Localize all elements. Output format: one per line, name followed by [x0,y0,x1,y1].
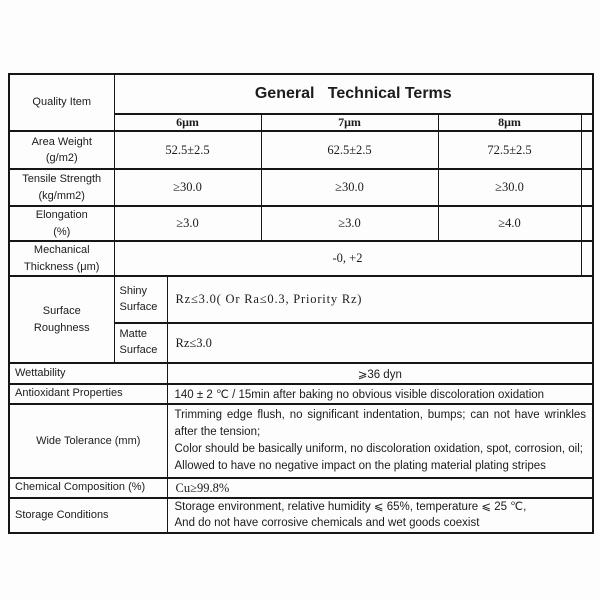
tensile-label-line1: Tensile Strength [22,173,102,185]
mech-label-line2: Thickness (μm) [24,260,100,273]
elongation-label-line2: (%) [53,225,71,238]
cell-area-weight-7um: 62.5±2.5 [261,131,438,169]
cell-tensile-6um: ≥30.0 [114,169,261,206]
cell-antioxidant-value: 140 ± 2 ℃ / 15min after baking no obvious visible discoloration oxidation [167,384,593,404]
storage-line1: Storage environment, relative humidity ⩽ 65%, temperature ⩽ 25 ℃, [174,501,527,513]
wide-tolerance-line1: Trimming edge flush, no significant indentation, bumps; can not have wrinkles after the tension; [174,409,587,438]
cell-elongation-6um: ≥3.0 [114,206,261,241]
tensile-strength-row [9,169,593,206]
cell-col-7um: 7μm [261,114,438,131]
wide-tolerance-row [9,404,593,478]
area-weight-label-line1: Area Weight [31,135,92,148]
cell-tensile-label [9,169,114,206]
mech-label-line1: Mechanical [33,244,90,256]
elongation-row [9,206,593,241]
cell-area-weight-6um: 52.5±2.5 [114,131,261,169]
cell-chemical-value: Cu≥99.8% [167,478,593,498]
cell-table-title: General Technical Terms [114,74,593,114]
cell-mech-value: -0, +2 [114,241,581,276]
area-weight-label-line2: (g/m2) [45,152,78,164]
cell-matte-value: Rz≤3.0 [167,323,593,363]
elongation-label-line1: Elongation [35,209,88,221]
wide-tolerance-line3: Allowed to have no negative impact on the plating material plating stripes [174,460,546,472]
shiny-label-line1: Shiny [119,284,148,297]
antioxidant-row [9,384,593,404]
cell-wettability-value: ⩾36 dyn [167,363,593,384]
header-row [9,74,593,114]
cell-tensile-spare [581,169,593,206]
chemical-composition-row [9,478,593,498]
cell-elongation-label [9,206,114,241]
cell-storage-value [167,498,593,533]
area-weight-row [9,131,593,169]
cell-wettability-label: Wettability [9,363,167,384]
cell-tensile-7um: ≥30.0 [261,169,438,206]
cell-mech-label [9,241,114,276]
cell-col-8um: 8μm [438,114,581,131]
cell-wide-tolerance-label: Wide Tolerance (mm) [9,404,167,478]
mechanical-thickness-row [9,241,593,276]
cell-wide-tolerance-value [167,404,593,478]
cell-tensile-8um: ≥30.0 [438,169,581,206]
matte-label-line1: Matte [119,328,148,341]
cell-storage-label: Storage Conditions [9,498,167,533]
cell-area-weight-label [9,131,114,169]
surface-label-line1: Surface [42,305,81,317]
tensile-label-line2: (kg/mm2) [38,189,85,202]
cell-quality-item: Quality Item [9,74,114,131]
cell-mech-spare [581,241,593,276]
cell-col-6um: 6μm [114,114,261,131]
cell-shiny-value: Rz≤3.0( Or Ra≤0.3, Priority Rz) [167,276,593,323]
surface-shiny-row [9,276,593,323]
wettability-row [9,363,593,384]
matte-label-line2: Surface [119,344,158,356]
cell-elongation-7um: ≥3.0 [261,206,438,241]
shiny-label-line2: Surface [119,300,158,313]
cell-antioxidant-label: Antioxidant Properties [9,384,167,404]
cell-area-weight-spare [581,131,593,169]
wide-tolerance-line2: Color should be basically uniform, no discoloration oxidation, spot, corrosion, oil; [174,443,583,455]
cell-col-spare [581,114,593,131]
storage-conditions-row [9,498,593,533]
spec-table [8,73,594,534]
cell-elongation-spare [581,206,593,241]
surface-label-line2: Roughness [33,321,90,334]
cell-surface-roughness-label [9,276,114,363]
cell-matte-surface-label [114,323,167,363]
cell-elongation-8um: ≥4.0 [438,206,581,241]
cell-area-weight-8um: 72.5±2.5 [438,131,581,169]
storage-line2: And do not have corrosive chemicals and wet goods coexist [174,516,480,529]
cell-shiny-surface-label [114,276,167,323]
cell-chemical-label: Chemical Composition (%) [9,478,167,498]
